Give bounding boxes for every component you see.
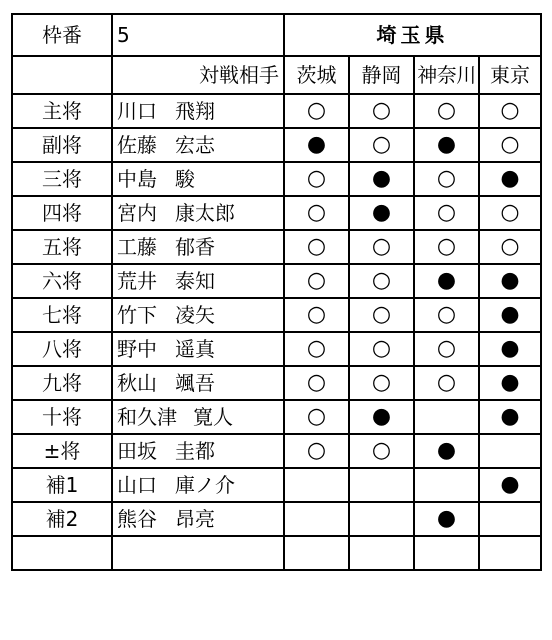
result-cell <box>414 468 479 502</box>
result-cell <box>414 366 479 400</box>
position-cell: 補1 <box>12 468 112 502</box>
result-cell <box>284 400 349 434</box>
win-mark: ○ <box>306 200 327 225</box>
loss-mark: ● <box>436 438 457 463</box>
position-cell: 副将 <box>12 128 112 162</box>
table-row <box>12 264 541 298</box>
table-row <box>12 434 541 468</box>
loss-mark: ● <box>371 200 392 225</box>
player-surname: 山口 <box>117 473 157 497</box>
player-name-cell <box>112 468 284 502</box>
table-row <box>12 400 541 434</box>
result-cell <box>349 230 414 264</box>
result-cell <box>479 400 541 434</box>
result-cell <box>349 400 414 434</box>
player-surname: 中島 <box>117 167 157 191</box>
loss-mark: ● <box>306 132 327 157</box>
win-mark: ○ <box>436 336 457 361</box>
loss-mark: ● <box>500 404 520 429</box>
opponent-ibaraki: 茨城 <box>284 56 349 94</box>
prefecture-name: 埼玉県 <box>284 14 541 56</box>
table-row <box>12 162 541 196</box>
player-name-cell <box>112 128 284 162</box>
result-cell <box>479 264 541 298</box>
table-row <box>12 468 541 502</box>
player-given-name: 凌矢 <box>175 303 215 327</box>
win-mark: ○ <box>306 370 327 395</box>
result-cell <box>284 162 349 196</box>
opponent-label: 対戦相手 <box>112 56 284 94</box>
player-given-name: 飛翔 <box>175 99 215 123</box>
table-row <box>12 502 541 536</box>
position-cell: 九将 <box>12 366 112 400</box>
result-cell <box>349 128 414 162</box>
result-cell <box>414 332 479 366</box>
table-row <box>12 196 541 230</box>
win-mark: ○ <box>500 98 520 123</box>
win-mark: ○ <box>371 132 392 157</box>
loss-mark: ● <box>436 506 457 531</box>
win-mark: ○ <box>436 302 457 327</box>
result-cell <box>479 332 541 366</box>
loss-mark: ● <box>500 302 520 327</box>
position-cell: 八将 <box>12 332 112 366</box>
position-cell: 四将 <box>12 196 112 230</box>
player-surname: 工藤 <box>117 235 157 259</box>
table-row <box>12 366 541 400</box>
opponent-shizuoka: 静岡 <box>349 56 414 94</box>
lineup-table <box>11 13 542 571</box>
result-cell <box>349 264 414 298</box>
result-cell <box>284 468 349 502</box>
loss-mark: ● <box>500 268 520 293</box>
player-given-name: 遥真 <box>175 337 215 361</box>
win-mark: ○ <box>371 438 392 463</box>
player-name-cell <box>112 332 284 366</box>
result-cell <box>349 366 414 400</box>
win-mark: ○ <box>306 166 327 191</box>
result-cell <box>284 536 349 570</box>
result-cell <box>349 434 414 468</box>
result-cell <box>284 264 349 298</box>
win-mark: ○ <box>500 234 520 259</box>
player-name-cell <box>112 264 284 298</box>
result-cell <box>414 264 479 298</box>
result-cell <box>414 94 479 128</box>
opponent-tokyo: 東京 <box>479 56 541 94</box>
player-given-name: 宏志 <box>175 133 215 157</box>
player-surname: 竹下 <box>117 303 157 327</box>
player-name-cell <box>112 434 284 468</box>
player-name-cell <box>112 536 284 570</box>
result-cell <box>284 502 349 536</box>
win-mark: ○ <box>306 98 327 123</box>
result-cell <box>414 502 479 536</box>
header-row-2 <box>12 56 541 94</box>
player-given-name: 泰知 <box>175 269 215 293</box>
position-cell: 十将 <box>12 400 112 434</box>
result-cell <box>479 536 541 570</box>
result-cell <box>479 196 541 230</box>
win-mark: ○ <box>371 336 392 361</box>
player-surname: 和久津 <box>117 405 177 429</box>
win-mark: ○ <box>306 438 327 463</box>
position-cell: 主将 <box>12 94 112 128</box>
result-cell <box>349 502 414 536</box>
result-cell <box>479 162 541 196</box>
table-row <box>12 94 541 128</box>
win-mark: ○ <box>436 200 457 225</box>
win-mark: ○ <box>306 404 327 429</box>
opponent-kanagawa: 神奈川 <box>414 56 479 94</box>
waku-label: 枠番 <box>12 14 112 56</box>
player-name-cell <box>112 298 284 332</box>
result-cell <box>349 298 414 332</box>
loss-mark: ● <box>500 370 520 395</box>
table-row <box>12 298 541 332</box>
loss-mark: ● <box>500 472 520 497</box>
player-surname: 野中 <box>117 337 157 361</box>
position-cell: 補2 <box>12 502 112 536</box>
player-surname: 熊谷 <box>117 507 157 531</box>
loss-mark: ● <box>371 404 392 429</box>
result-cell <box>349 536 414 570</box>
win-mark: ○ <box>500 200 520 225</box>
player-surname: 川口 <box>117 99 157 123</box>
win-mark: ○ <box>371 98 392 123</box>
waku-number: 5 <box>112 14 284 56</box>
lineup-table-body <box>12 14 541 570</box>
win-mark: ○ <box>306 268 327 293</box>
loss-mark: ● <box>500 336 520 361</box>
result-cell <box>479 468 541 502</box>
player-surname: 田坂 <box>117 439 157 463</box>
loss-mark: ● <box>436 132 457 157</box>
player-name-cell <box>112 400 284 434</box>
table-row <box>12 332 541 366</box>
win-mark: ○ <box>371 370 392 395</box>
win-mark: ○ <box>436 370 457 395</box>
loss-mark: ● <box>500 166 520 191</box>
win-mark: ○ <box>436 98 457 123</box>
result-cell <box>284 94 349 128</box>
win-mark: ○ <box>371 234 392 259</box>
player-given-name: 庫ノ介 <box>175 473 235 497</box>
result-cell <box>414 400 479 434</box>
result-cell <box>284 332 349 366</box>
result-cell <box>349 94 414 128</box>
player-given-name: 昂亮 <box>175 507 215 531</box>
player-surname: 秋山 <box>117 371 157 395</box>
result-cell <box>479 128 541 162</box>
result-cell <box>414 196 479 230</box>
result-cell <box>479 366 541 400</box>
result-cell <box>349 468 414 502</box>
player-name-cell <box>112 94 284 128</box>
player-given-name: 駿 <box>175 167 195 191</box>
result-cell <box>284 298 349 332</box>
player-given-name: 郁香 <box>175 235 215 259</box>
player-name-cell <box>112 502 284 536</box>
position-cell: 七将 <box>12 298 112 332</box>
loss-mark: ● <box>436 268 457 293</box>
result-cell <box>414 162 479 196</box>
win-mark: ○ <box>306 302 327 327</box>
result-cell <box>414 230 479 264</box>
position-cell: 六将 <box>12 264 112 298</box>
player-name-cell <box>112 230 284 264</box>
result-cell <box>414 128 479 162</box>
result-cell <box>414 536 479 570</box>
player-surname: 荒井 <box>117 269 157 293</box>
win-mark: ○ <box>500 132 520 157</box>
player-name-cell <box>112 162 284 196</box>
player-surname: 佐藤 <box>117 133 157 157</box>
header-blank-cell <box>12 56 112 94</box>
result-cell <box>479 94 541 128</box>
player-name-cell <box>112 366 284 400</box>
win-mark: ○ <box>306 336 327 361</box>
player-surname: 宮内 <box>117 201 157 225</box>
position-cell <box>12 536 112 570</box>
win-mark: ○ <box>436 166 457 191</box>
table-row <box>12 230 541 264</box>
position-cell: ±将 <box>12 434 112 468</box>
result-cell <box>284 366 349 400</box>
header-row-1 <box>12 14 541 56</box>
win-mark: ○ <box>371 302 392 327</box>
loss-mark: ● <box>371 166 392 191</box>
result-cell <box>284 434 349 468</box>
result-cell <box>479 434 541 468</box>
result-cell <box>349 162 414 196</box>
result-cell <box>479 298 541 332</box>
position-cell: 三将 <box>12 162 112 196</box>
player-given-name: 康太郎 <box>175 201 235 225</box>
result-cell <box>284 196 349 230</box>
player-given-name: 颯吾 <box>175 371 215 395</box>
result-cell <box>349 332 414 366</box>
player-given-name: 圭都 <box>175 439 215 463</box>
result-cell <box>414 298 479 332</box>
result-cell <box>284 128 349 162</box>
result-cell <box>414 434 479 468</box>
result-cell <box>479 502 541 536</box>
win-mark: ○ <box>371 268 392 293</box>
result-cell <box>284 230 349 264</box>
result-cell <box>349 196 414 230</box>
win-mark: ○ <box>436 234 457 259</box>
player-given-name: 寛人 <box>193 405 233 429</box>
table-row <box>12 128 541 162</box>
player-name-cell <box>112 196 284 230</box>
position-cell: 五将 <box>12 230 112 264</box>
win-mark: ○ <box>306 234 327 259</box>
result-cell <box>479 230 541 264</box>
table-row <box>12 536 541 570</box>
